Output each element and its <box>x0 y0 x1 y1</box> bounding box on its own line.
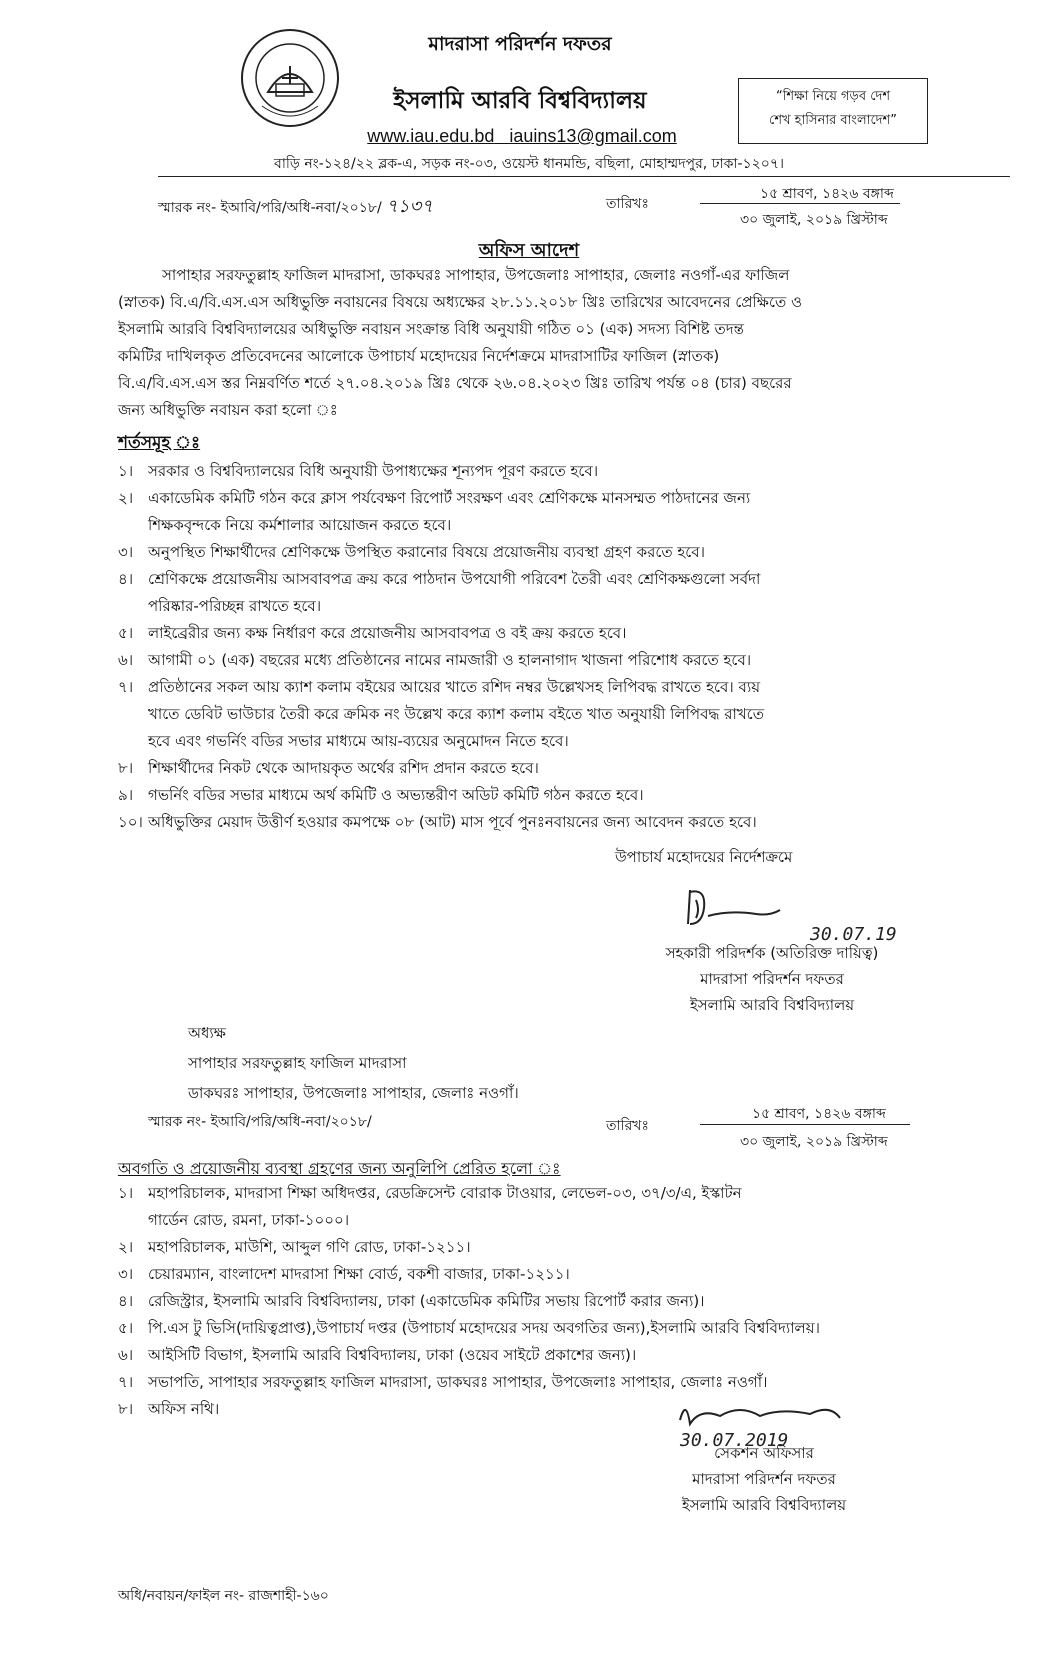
slogan-line-2: শেখ হাসিনার বাংলাদেশ” <box>769 113 897 128</box>
slogan-box <box>738 78 928 144</box>
copy-recipient-number: ৭। <box>118 1373 134 1391</box>
memo2-ref-label: স্মারক নং- ইআবি/পরি/অধি-নবা/২০১৮/ <box>148 1114 372 1130</box>
memo-date-english: ৩০ জুলাই, ২০১৯ খ্রিস্টাব্দ <box>740 212 888 228</box>
condition-item <box>118 593 1018 620</box>
intro-paragraph <box>118 262 1018 424</box>
copy-heading: অবগতি ও প্রয়োজনীয় ব্যবস্থা গ্রহণের জন্য অনুলিপি প্রেরিত হলো ঃ <box>118 1159 561 1178</box>
copy-recipient-number: ৩। <box>118 1265 134 1283</box>
copy-recipient-item <box>118 1234 1018 1261</box>
condition-item <box>118 728 1018 755</box>
condition-item <box>118 566 1018 593</box>
condition-number: ২। <box>118 489 134 507</box>
condition-number: ৬। <box>118 651 134 669</box>
signature-1-date: 30.07.19 <box>810 924 897 945</box>
memo-ref-label: স্মারক নং- ইআবি/পরি/অধি-নবা/২০১৮/ <box>158 200 382 216</box>
copy-recipient-text: মহাপরিচালক, মাদরাসা শিক্ষা অধিদপ্তর, রেডক্রিসেন্ট বোরাক টাওয়ার, লেভেল-০৩, ৩৭/৩/এ, ইস্কাটন <box>148 1184 742 1202</box>
condition-number: ৪। <box>118 570 134 588</box>
address-line: বাড়ি নং-১২৪/২২ ব্লক-এ, সড়ক নং-০৩, ওয়েস্ট ধানমন্ডি, বছিলা, মোহাম্মদপুর, ঢাকা-১২০৭। <box>274 156 784 172</box>
intro-line: জন্য অধিভুক্তি নবায়ন করা হলো ঃ <box>118 401 338 419</box>
conditions-list <box>118 458 1018 836</box>
document-title: অফিস আদেশ <box>478 240 580 261</box>
copy-recipient-text: চেয়ারম্যান, বাংলাদেশ মাদরাসা শিক্ষা বোর্ড, বকশী বাজার, ঢাকা-১২১১। <box>148 1265 570 1283</box>
copy-recipient-item <box>118 1207 1018 1234</box>
signature-2-designation: সেকশন অফিসার <box>714 1444 814 1462</box>
header-divider <box>158 176 1010 177</box>
copy-recipient-number: ৮। <box>118 1400 134 1418</box>
email-link[interactable]: iauins13@gmail.com <box>509 126 677 146</box>
condition-item <box>118 809 1018 836</box>
file-number: অধি/নবায়ন/ফাইল নং- রাজশাহী-১৬০ <box>118 1588 329 1604</box>
condition-text: শ্রেণিকক্ষে প্রয়োজনীয় আসবাবপত্র ক্রয় করে পাঠদান উপযোগী পরিবেশ তৈরী এবং শ্রেণিকক্ষগুলো সর্বদা <box>148 570 761 588</box>
recipient-address: ডাকঘরঃ সাপাহার, উপজেলাঃ সাপাহার, জেলাঃ নওগাঁ। <box>188 1084 519 1102</box>
condition-number: ৩। <box>118 543 134 561</box>
memo2-date-bangla: ১৫ শ্রাবণ, ১৪২৬ বঙ্গাব্দ <box>752 1106 886 1122</box>
recipient-block <box>188 1018 519 1108</box>
copy-recipient-text: সভাপতি, সাপাহার সরফতুল্লাহ ফাজিল মাদরাসা, ডাকঘরঃ সাপাহার, উপজেলাঃ সাপাহার, জেলাঃ নওগাঁ। <box>148 1373 768 1391</box>
condition-text: শিক্ষকবৃন্দকে নিয়ে কর্মশালার আয়োজন করতে হবে। <box>148 516 452 534</box>
condition-text: গভর্নিং বডির সভার মাধ্যমে অর্থ কমিটি ও অভ্যন্তরীণ অডিট কমিটি গঠন করতে হবে। <box>148 786 644 804</box>
copy-recipient-number: ৬। <box>118 1346 134 1364</box>
condition-item <box>118 539 1018 566</box>
recipient-title: অধ্যক্ষ <box>188 1024 226 1042</box>
date2-divider <box>700 1124 910 1125</box>
copy-recipient-item <box>118 1180 1018 1207</box>
condition-text: অধিভুক্তির মেয়াদ উত্তীর্ণ হওয়ার কমপক্ষে ০৮ (আট) মাস পূর্বে পুনঃনবায়নের জন্য আবেদন করতে হবে। <box>148 813 757 831</box>
condition-item <box>118 485 1018 512</box>
condition-item <box>118 458 1018 485</box>
intro-line: কমিটির দাখিলকৃত প্রতিবেদনের আলোকে উপাচার্য মহোদয়ের নির্দেশক্রমে মাদরাসাটির ফাজিল (স্নাতক) <box>118 347 720 365</box>
signature-1-office: মাদরাসা পরিদর্শন দফতর <box>700 970 844 988</box>
condition-number: ৫। <box>118 624 134 642</box>
memo2-date-label: তারিখঃ <box>606 1118 649 1134</box>
copy-recipient-text: রেজিস্ট্রার, ইসলামি আরবি বিশ্ববিদ্যালয়, ঢাকা (একাডেমিক কমিটির সভায় রিপোর্ট করার জন্য)। <box>148 1292 705 1310</box>
condition-item <box>118 647 1018 674</box>
copy-recipient-item <box>118 1261 1018 1288</box>
copy-recipient-text: গার্ডেন রোড, রমনা, ঢাকা-১০০০। <box>148 1211 350 1229</box>
copy-recipient-number: ১। <box>118 1184 134 1202</box>
signature-1-block <box>612 940 932 1018</box>
university-name: ইসলামি আরবি বিশ্ববিদ্যালয় <box>393 88 647 114</box>
condition-text: শিক্ষার্থীদের নিকট থেকে আদায়কৃত অর্থের রশিদ প্রদান করতে হবে। <box>148 759 539 777</box>
intro-line: সাপাহার সরফতুল্লাহ ফাজিল মাদরাসা, ডাকঘরঃ সাপাহার, উপজেলাঃ সাপাহার, জেলাঃ নওগাঁ-এর ফাজিল <box>162 266 790 284</box>
condition-text: পরিষ্কার-পরিচ্ছন্ন রাখতে হবে। <box>148 597 322 615</box>
condition-item <box>118 782 1018 809</box>
university-logo <box>238 26 342 130</box>
copy-recipient-text: অফিস নথি। <box>148 1400 220 1418</box>
condition-number: ১০। <box>118 813 143 831</box>
condition-number: ৯। <box>118 786 134 804</box>
condition-text: লাইব্রেরীর জন্য কক্ষ নির্ধারণ করে প্রয়োজনীয় আসবাবপত্র ও বই ক্রয় করতে হবে। <box>148 624 627 642</box>
memo-ref <box>158 192 433 223</box>
memo-date-label: তারিখঃ <box>606 196 649 212</box>
copy-recipient-item <box>118 1288 1018 1315</box>
copy-recipient-number: ২। <box>118 1238 134 1256</box>
website-link[interactable]: www.iau.edu.bd <box>367 126 495 146</box>
directive-text: উপাচার্য মহোদয়ের নির্দেশক্রমে <box>615 848 793 866</box>
conditions-heading: শর্তসমূহ ঃ <box>118 433 201 453</box>
condition-number: ৭। <box>118 678 134 696</box>
condition-item <box>118 755 1018 782</box>
date-divider <box>700 203 900 204</box>
condition-text: প্রতিষ্ঠানের সকল আয় ক্যাশ কলাম বইয়ের আয়ের খাতে রশিদ নম্বর উল্লেখসহ লিপিবদ্ধ রাখতে হবে। ব্যয় <box>148 678 761 696</box>
copy-recipient-number: ৪। <box>118 1292 134 1310</box>
signature-1-designation: সহকারী পরিদর্শক (অতিরিক্ত দায়িত্ব) <box>665 944 879 962</box>
condition-number: ৮। <box>118 759 134 777</box>
condition-item <box>118 701 1018 728</box>
intro-line: বি.এ/বি.এস.এস স্তর নিম্নবর্ণিত শর্তে ২৭.০৪.২০১৯ খ্রিঃ থেকে ২৬.০৪.২০২৩ খ্রিঃ তারিখ পর্যন্ত ০৪ (চার) বছরের <box>118 374 792 392</box>
copy-recipient-text: মহাপরিচালক, মাউশি, আব্দুল গণি রোড, ঢাকা-১২১১। <box>148 1238 471 1256</box>
condition-text: সরকার ও বিশ্ববিদ্যালয়ের বিধি অনুযায়ী উপাধ্যক্ষের শূন্যপদ পূরণ করতে হবে। <box>148 462 599 480</box>
copy-recipient-item <box>118 1342 1018 1369</box>
condition-item <box>118 512 1018 539</box>
signature-2-date: 30.07.2019 <box>680 1430 789 1451</box>
intro-line: ইসলামি আরবি বিশ্ববিদ্যালয়ের অধিভুক্তি নবায়ন সংক্রান্ত বিধি অনুযায়ী গঠিত ০১ (এক) সদস্য বিশিষ্ট তদন্ত <box>118 320 744 338</box>
condition-text: হবে এবং গভর্নিং বডির সভার মাধ্যমে আয়-ব্যয়ের অনুমোদন নিতে হবে। <box>148 732 569 750</box>
condition-text: অনুপস্থিত শিক্ষার্থীদের শ্রেণিকক্ষে উপস্থিত করানোর বিষয়ে প্রয়োজনীয় ব্যবস্থা গ্রহণ করতে হবে। <box>148 543 705 561</box>
copy-recipient-number: ৫। <box>118 1319 134 1337</box>
copy-recipient-item <box>118 1369 1018 1396</box>
signature-2-block <box>614 1440 914 1518</box>
signature-2-university: ইসলামি আরবি বিশ্ববিদ্যালয় <box>681 1496 847 1514</box>
condition-text: খাতে ডেবিট ভাউচার তৈরী করে ক্রমিক নং উল্লেখ করে ক্যাশ কলাম বইতে খাত অনুযায়ী লিপিবদ্ধ রাখতে <box>148 705 764 723</box>
condition-number: ১। <box>118 462 134 480</box>
copy-recipient-text: আইসিটি বিভাগ, ইসলামি আরবি বিশ্ববিদ্যালয়, ঢাকা (ওয়েব সাইটে প্রকাশের জন্য)। <box>148 1346 637 1364</box>
copies-list <box>118 1180 1018 1423</box>
copy-recipient-text: পি.এস টু ভিসি(দায়িত্বপ্রাপ্ত),উপাচার্য দপ্তর (উপাচার্য মহোদয়ের সদয় অবগতির জন্য),ইসলামি আরবি বিশ্ববিদ্যালয়। <box>148 1319 820 1337</box>
memo-ref-number: ৭১৩৭ <box>386 196 433 217</box>
memo-date-bangla: ১৫ শ্রাবণ, ১৪২৬ বঙ্গাব্দ <box>760 186 894 202</box>
signature-2-office: মাদরাসা পরিদর্শন দফতর <box>692 1470 836 1488</box>
condition-text: আগামী ০১ (এক) বছরের মধ্যে প্রতিষ্ঠানের নামের নামজারী ও হালনাগাদ খাজনা পরিশোধ করতে হবে। <box>148 651 752 669</box>
signature-1-university: ইসলামি আরবি বিশ্ববিদ্যালয় <box>689 996 855 1014</box>
condition-text: একাডেমিক কমিটি গঠন করে ক্লাস পর্যবেক্ষণ রিপোর্ট সংরক্ষণ এবং শ্রেণিকক্ষে মানসম্মত পাঠদানের জন্য <box>148 489 751 507</box>
slogan-line-1: “শিক্ষা নিয়ে গড়ব দেশ <box>775 89 891 104</box>
condition-item <box>118 620 1018 647</box>
office-name: মাদরাসা পরিদর্শন দফতর <box>428 33 612 55</box>
contact-line <box>332 126 712 147</box>
copy-recipient-item <box>118 1315 1018 1342</box>
memo2-date-english: ৩০ জুলাই, ২০১৯ খ্রিস্টাব্দ <box>740 1134 888 1150</box>
recipient-name: সাপাহার সরফতুল্লাহ ফাজিল মাদরাসা <box>188 1054 407 1072</box>
intro-line: (স্নাতক) বি.এ/বি.এস.এস অধিভুক্তি নবায়নের বিষয়ে অধ্যক্ষের ২৮.১১.২০১৮ খ্রিঃ তারিখের আবেদনের প্রেক্ষিতে ও <box>118 293 803 311</box>
condition-item <box>118 674 1018 701</box>
